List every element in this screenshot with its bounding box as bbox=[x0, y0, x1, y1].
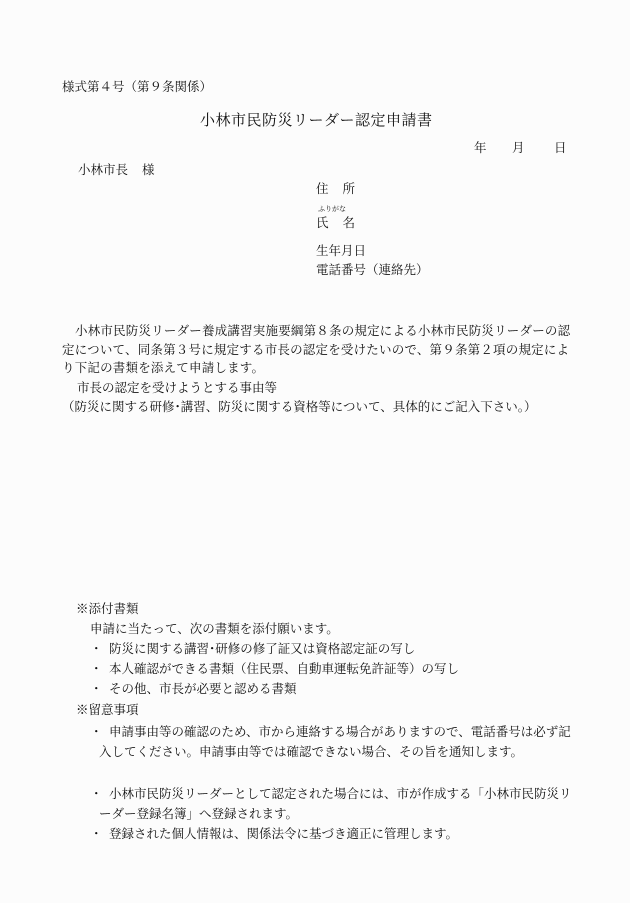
attachment-item bbox=[90, 661, 459, 676]
bullet-icon: ・ bbox=[90, 641, 103, 656]
note-text: 申請事由等の確認のため、市から連絡する場合がありますので、電話番号は必ず記入してください。申請事由等では確認できない場合、その旨を通知します。 bbox=[99, 724, 571, 759]
reason-instructions: （防災に関する研修･講習、防災に関する資格等について、具体的にご記入下さい。） bbox=[62, 399, 537, 414]
application-statement: 小林市民防災リーダー養成講習実施要綱第８条の規定による小林市民防災リーダーの認定について、同条第３号に規定する市長の認定を受けたいので、第９条第２項の規定により下記の書類を添えて申請します。 bbox=[62, 323, 571, 375]
furigana-label: ふりがな bbox=[318, 205, 346, 213]
address-label: 住 所 bbox=[316, 181, 360, 196]
note-item bbox=[90, 824, 580, 844]
attachment-item bbox=[90, 641, 415, 656]
day-label: 日 bbox=[554, 140, 567, 155]
bullet-icon: ・ bbox=[90, 826, 103, 841]
document-title: 小林市民防災リーダー認定申請書 bbox=[200, 111, 433, 129]
notes-heading: ※留意事項 bbox=[76, 702, 139, 717]
addressee-name: 小林市長 bbox=[78, 162, 129, 177]
date-row bbox=[474, 140, 567, 155]
note-text: 小林市民防災リーダーとして認定された場合には、市が作成する「小林市民防災リーダー登録名簿」へ登録されます。 bbox=[99, 786, 572, 821]
reason-entry-area[interactable] bbox=[62, 420, 572, 590]
attachment-item bbox=[90, 681, 297, 696]
month-label: 月 bbox=[512, 140, 525, 155]
addressee bbox=[78, 162, 155, 177]
addressee-honorific: 様 bbox=[142, 162, 155, 177]
birthdate-label: 生年月日 bbox=[316, 243, 367, 258]
bullet-icon: ・ bbox=[90, 681, 103, 696]
bullet-icon: ・ bbox=[90, 661, 103, 676]
name-label: 氏 名 bbox=[316, 215, 360, 230]
year-label: 年 bbox=[474, 140, 487, 155]
attachment-text: 防災に関する講習･研修の修了証又は資格認定証の写し bbox=[109, 641, 416, 656]
bullet-icon: ・ bbox=[90, 724, 103, 739]
form-number: 様式第４号（第９条関係） bbox=[62, 79, 213, 94]
phone-label: 電話番号（連絡先） bbox=[316, 262, 429, 277]
bullet-icon: ・ bbox=[90, 786, 103, 801]
attachments-intro: 申請に当たって、次の書類を添付願います。 bbox=[90, 621, 339, 636]
attachments-heading: ※添付書類 bbox=[76, 601, 139, 616]
attachment-text: 本人確認ができる書類（住民票、自動車運転免許証等）の写し bbox=[109, 661, 460, 676]
note-item bbox=[90, 784, 580, 824]
note-text: 登録された個人情報は、関係法令に基づき適正に管理します。 bbox=[109, 826, 459, 841]
reason-label: 市長の認定を受けようとする事由等 bbox=[77, 380, 278, 395]
attachment-text: その他、市長が必要と認める書類 bbox=[109, 681, 297, 696]
note-item bbox=[90, 722, 580, 762]
